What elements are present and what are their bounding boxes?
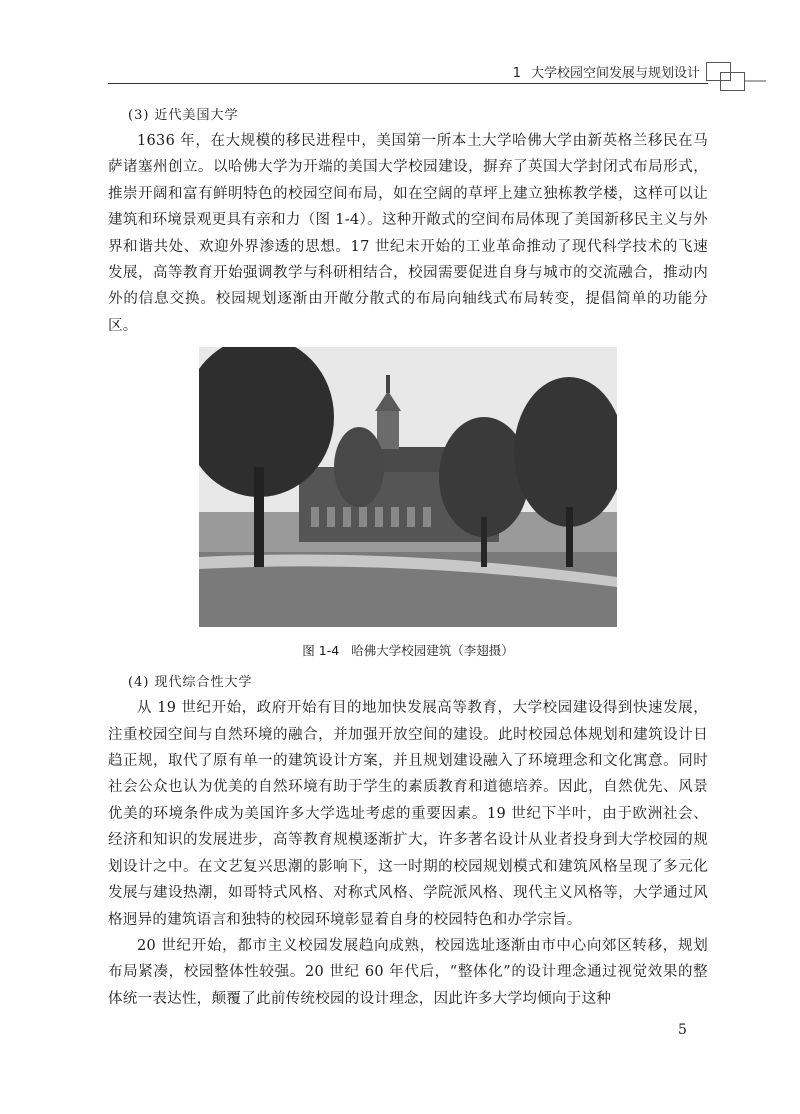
harvard-building-photo: [199, 347, 617, 627]
figure-caption: [108, 641, 708, 661]
page-content: [108, 104, 708, 1012]
corner-decoration: [706, 44, 766, 92]
section-4-paragraph-1: 从 19 世纪开始，政府开始有目的地加快发展高等教育，大学校园建设得到快速发展，注重校园空间与自然环境的融合，并加强开放空间的建设。此时校园总体规划和建筑设计日趋正规，取代了原有单一的建筑设计方案，并且规划建设融入了环境理念和文化寓意。同时社会公众也认为优美的自然环境有助于学生的素质教育和道德培养。因此，自然优先、风景优美的环境条件成为美国许多大学选址考虑的重要因素。19 世纪下半叶，由于欧洲社会、经济和知识的发展进步，高等教育规模逐渐扩大，许多著名设计从业者投身到大学校园的规划设计之中。在文艺复兴思潮的影响下，这一时期的校园规划模式和建筑风格呈现了多元化发展与建设热潮，如哥特式风格、对称式风格、学院派风格、现代主义风格等，大学通过风格迥异的建筑语言和独特的校园环境彰显着自身的校园特色和办学宗旨。: [108, 700, 708, 928]
section-heading-4: (4) 现代综合性大学: [128, 675, 253, 691]
chapter-title: 大学校园空间发展与规划设计: [530, 66, 700, 81]
running-header: [0, 62, 700, 81]
photo-illustration: [199, 347, 617, 627]
page-number: 5: [678, 1022, 687, 1038]
section-3-paragraph: 1636 年，在大规模的移民进程中，美国第一所本土大学哈佛大学由新英格兰移民在马萨诸塞州创立。以哈佛大学为开端的美国大学校园建设，摒弃了英国大学封闭式布局形式，推崇开阔和富有鲜明特色的校园空间布局，如在空阔的草坪上建立独栋教学楼，这样可以让建筑和环境景观更具有亲和力（图 1-4）。这种开敞式的空间布局体现了美国新移民主义与外界和谐共处、欢迎外界渗透的思想。17 世纪末开始的工业革命推动了现代科学技术的飞速发展，高等教育开始强调教学与科研相结合，校园需要促进自身与城市的交流融合，推动内外的信息交换。校园规划逐渐由开敞分散式的布局向轴线式布局转变，提倡简单的功能分区。: [108, 133, 708, 334]
header-rule: [108, 83, 708, 84]
figure-1-4: [108, 347, 708, 661]
section-4-paragraph-2: 20 世纪开始，都市主义校园发展趋向成熟，校园选址逐渐由市中心向郊区转移，规划布局紧凑，校园整体性较强。20 世纪 60 年代后，“整体化”的设计理念通过视觉效果的整体统一表达性，颠覆了此前传统校园的设计理念，因此许多大学均倾向于这种: [108, 937, 708, 1007]
figure-number: 图 1-4: [302, 643, 340, 659]
figure-caption-text: 哈佛大学校园建筑（李翅摄）: [351, 643, 514, 659]
chapter-number: 1: [512, 66, 521, 81]
section-heading-3: (3) 近代美国大学: [128, 108, 239, 123]
